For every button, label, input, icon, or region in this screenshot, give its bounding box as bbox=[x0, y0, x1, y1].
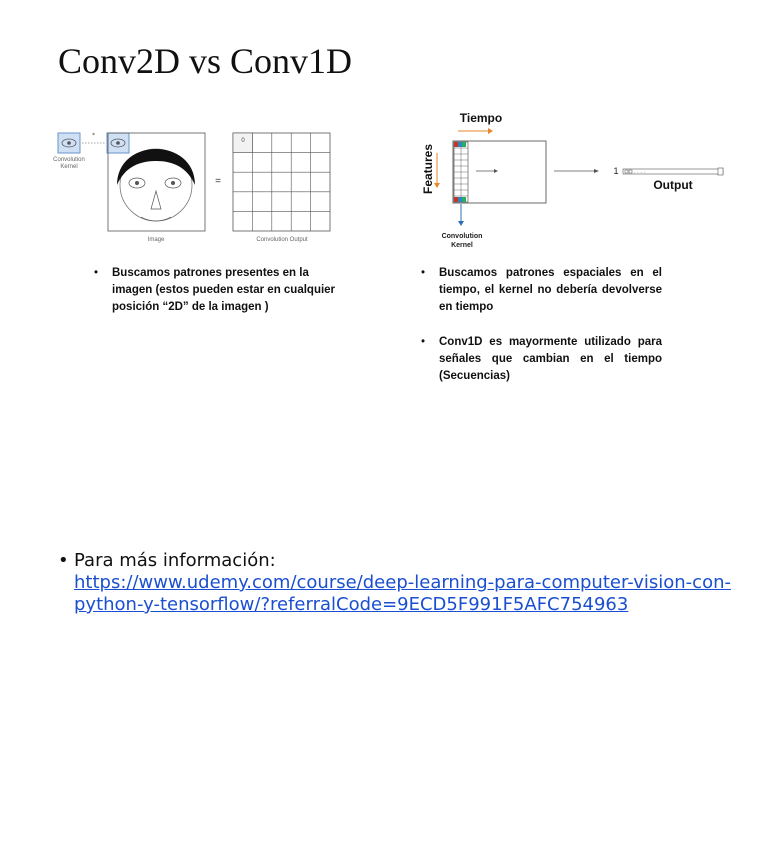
svg-text:· · · ·: · · · · bbox=[634, 170, 646, 176]
image-label: Image bbox=[147, 237, 165, 243]
kernel-icon bbox=[58, 133, 80, 153]
kernel-icon-overlay bbox=[107, 133, 129, 153]
kernel-column bbox=[454, 142, 468, 202]
list-item bbox=[421, 265, 662, 316]
kernel-label: Convolution Kernel bbox=[53, 157, 85, 170]
bullet-dot: • bbox=[58, 550, 69, 571]
slide-title: Conv2D vs Conv1D bbox=[58, 41, 353, 81]
output-one-label: 1 bbox=[613, 166, 619, 176]
list-item bbox=[421, 334, 662, 385]
output-label-1d: Output bbox=[653, 178, 693, 192]
output-first-cell: 0 bbox=[241, 138, 245, 144]
conv1d-figure bbox=[418, 108, 748, 253]
bullet-text: Conv1D es mayormente utilizado para señales que cambian en el tiempo (Secuencias) bbox=[439, 336, 662, 382]
face-drawing bbox=[117, 149, 195, 221]
conv2d-bullets bbox=[94, 265, 344, 316]
kernel-label-1d: Convolution Kernel bbox=[441, 233, 483, 249]
svg-text:*: * bbox=[92, 132, 95, 139]
equals-sign: = bbox=[215, 176, 221, 187]
bullet-dot: • bbox=[421, 267, 426, 279]
course-link[interactable]: https://www.udemy.com/course/deep-learning-para-computer-vision-con-python-y-tensorflow/?referralCode=9ECD5F991F5AFC754963 bbox=[74, 572, 731, 615]
bullet-dot: • bbox=[421, 336, 426, 348]
conv2d-figure bbox=[55, 125, 345, 250]
more-info-heading: Para más información: bbox=[74, 550, 276, 571]
bullet-dot: • bbox=[94, 267, 99, 279]
time-label: Tiempo bbox=[459, 111, 503, 125]
output-label: Convolution Output bbox=[256, 237, 308, 243]
conv1d-bullets bbox=[421, 265, 662, 385]
bullet-text: Buscamos patrones presentes en la imagen (estos pueden estar en cualquier posición “2D” de la imagen ) bbox=[112, 267, 336, 313]
list-item bbox=[94, 265, 344, 316]
features-label: Features bbox=[421, 143, 435, 194]
conv2d-diagram bbox=[55, 125, 345, 250]
convolution-output-grid bbox=[233, 133, 330, 231]
bullet-text: Buscamos patrones espaciales en el tiempo, el kernel no debería devolverse en tiempo bbox=[439, 267, 662, 313]
more-info-section bbox=[58, 550, 738, 616]
